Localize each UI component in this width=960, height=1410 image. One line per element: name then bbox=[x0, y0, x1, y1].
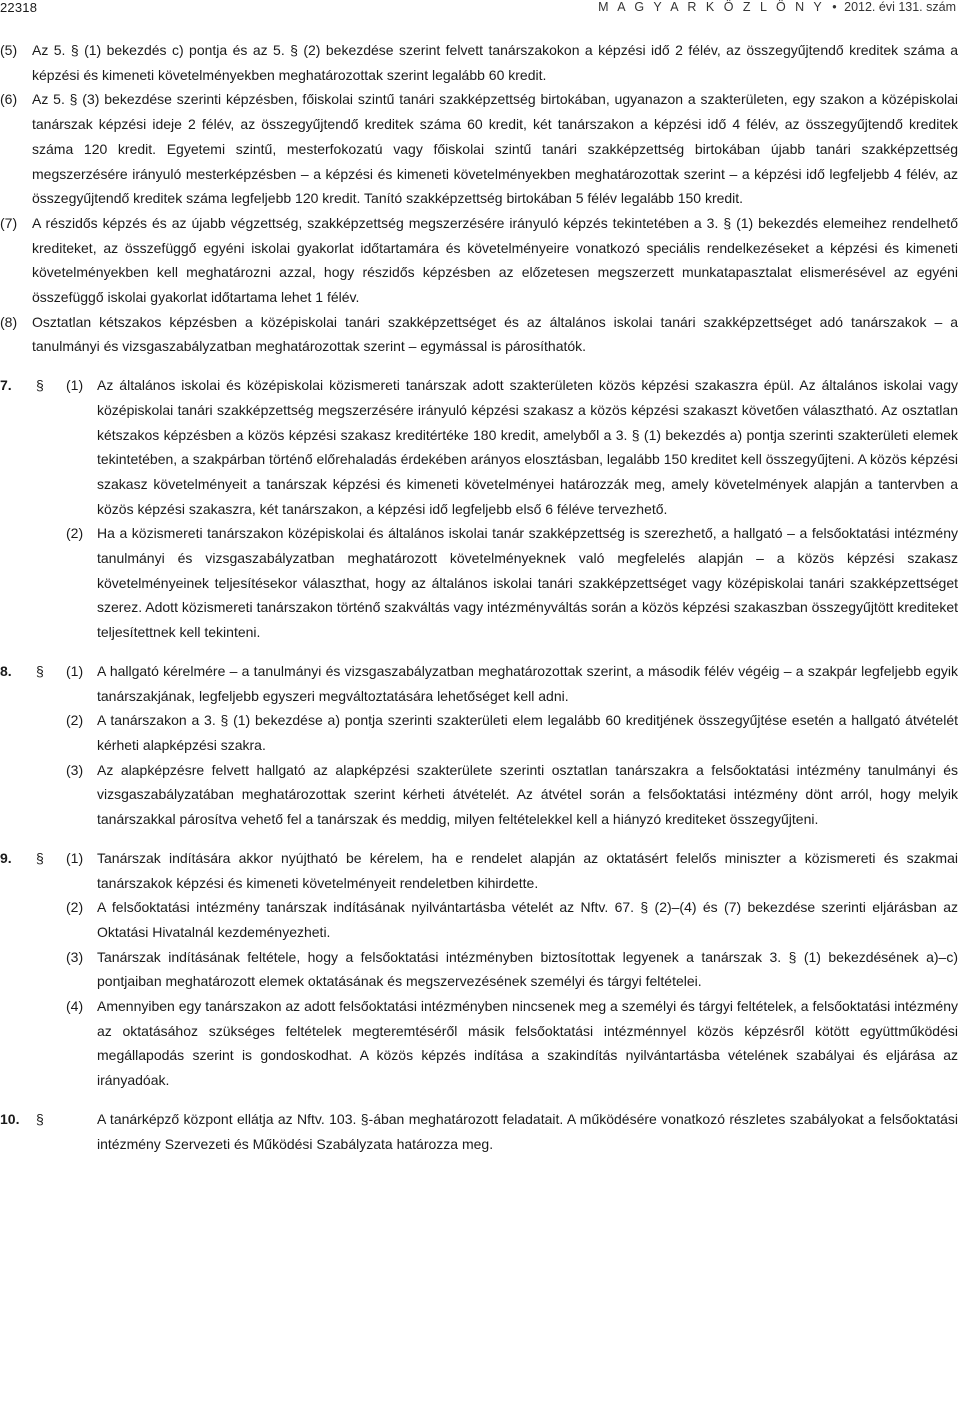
paragraph-text: A hallgató kérelmére – a tanulmányi és vizsgaszabályzatban meghatározottak szerint, a második félév végéig – a szakpár legfeljebb egyik tanárszakjának, legfeljebb egyszeri megváltoztatására lehetőséget kell adni. bbox=[97, 662, 958, 704]
paragraph-text: Az 5. § (3) bekezdése szerinti képzésben, főiskolai szintű tanári szakképzettség birtokában, ugyanazon a szakterületen, egy szakon a középiskolai tanárszak képzési ideje 2 félév, az összegyűjtendő kreditek száma 60 kredit, két tanárszakon a képzési idő 4 félév, az összegyűjtendő kreditek száma 120 kredit. Egyetemi szintű, mesterfokozatú vagy főiskolai szintű tanári szakképzettség birtokában újabb tanári szakképzettség megszerzésére irányuló mesterképzésben – a képzési és kimeneti követelményekben meghatározottak szerint – a képzési idő legfeljebb 4 félév, az összegyűjtendő kreditek száma legfeljebb 120 kredit. Tanító szakképzettség birtokában 5 félév legalább 150 kredit. bbox=[32, 91, 958, 207]
section-number: 8. bbox=[0, 662, 12, 679]
paragraph-number: (8) bbox=[0, 313, 18, 330]
paragraph-number: (1) bbox=[66, 377, 84, 394]
paragraph bbox=[66, 521, 958, 645]
paragraph-text: Amennyiben egy tanárszakon az adott felsőoktatási intézményben nincsenek meg a személyi és tárgyi feltételek, a felsőoktatási intézmény az oktatásához szükséges feltételek megteremtéséről másik felsőoktatási intézménnyel közös képzésről kötött együttműködési megállapodás szerint is gondoskodhat. A közös képzés indítása a szakindítás nyilvántartásba vételének szabályai és eljárása az irányadóak. bbox=[97, 998, 958, 1089]
paragraph-number: (2) bbox=[66, 712, 84, 729]
paragraph-text: Az 5. § (1) bekezdés c) pontja és az 5. § (2) bekezdése szerint felvett tanárszakokon a képzési idő 2 félév, az összegyűjtendő kreditek száma a képzési és kimeneti követelményekben meghatározottak szerint legalább 60 kredit. bbox=[32, 42, 958, 83]
paragraph-text: A tanárképző központ ellátja az Nftv. 103. §-ában meghatározott feladatait. A működésére vonatkozó részletes szabályokat a felsőoktatási intézmény Szervezeti és Működési Szabályzata határozza meg. bbox=[97, 1110, 958, 1152]
paragraph-number: (3) bbox=[66, 948, 84, 965]
paragraph-text: A felsőoktatási intézmény tanárszak indításának nyilvántartásba vételét az Nftv. 67. § (2)–(4) és (7) bekezdése szerinti eljárásban az Oktatási Hivatalnál kezdeményezheti. bbox=[97, 899, 958, 940]
section-number: 10. bbox=[0, 1110, 20, 1127]
paragraph-number: (6) bbox=[0, 91, 18, 108]
issue-label: 2012. évi 131. szám bbox=[844, 0, 956, 14]
paragraph-number: (3) bbox=[66, 761, 84, 778]
paragraph-number: (1) bbox=[66, 849, 84, 866]
section-number: 7. bbox=[0, 377, 12, 394]
paragraph-text: Tanárszak indítására akkor nyújtható be kérelem, ha e rendelet alapján az oktatásért felelős miniszter a közismereti és szakmai tanárszakok képzési és kimeneti követelményeit rendeletben kihirdette. bbox=[97, 849, 958, 891]
paragraph-number: (1) bbox=[66, 662, 84, 679]
paragraph bbox=[0, 38, 958, 87]
section-sign: § bbox=[36, 662, 44, 679]
paragraph bbox=[66, 1107, 958, 1156]
paragraph-text: A részidős képzés és az újabb végzettség, szakképzettség megszerzésére irányuló képzés tekintetében a 3. § (1) bekezdés elemeihez rendelhető krediteket, az összefüggő egyéni iskolai gyakorlat időtartamára és követelményeire vonatkozó speciális rendelkezéseket a képzési és kimeneti követelményekben kell meghatározni azzal, hogy részidős képzésben az előzetesen megszerzett munkatapasztalat elismerésével az egyéni összefüggő iskolai gyakorlat időtartama lehet 1 félév. bbox=[32, 214, 958, 306]
section-sign: § bbox=[36, 377, 44, 394]
paragraph-text: A tanárszakon a 3. § (1) bekezdése a) pontja szerinti szakterületi elem legalább 60 kreditjének összegyűjtése esetén a hallgató átvételét kérheti alapképzési szakra. bbox=[97, 712, 958, 753]
section-8 bbox=[0, 659, 958, 832]
section-9 bbox=[0, 846, 958, 1093]
paragraph-text: Az alapképzésre felvett hallgató az alapképzési szakterülete szerinti osztatlan tanárszakra a felsőoktatási intézmény tanulmányi és vizsgaszabályzatában meghatározottak szerint kérheti átvételét. Az átvétel során a felsőoktatási intézmény dönt arról, hogy melyik tanárszakkal párosítva vehető fel a tanárszak és meddig, milyen feltételekkel kell a hiányzó krediteket összegyűjteni. bbox=[97, 761, 958, 828]
section-sign: § bbox=[36, 1110, 44, 1127]
paragraph bbox=[66, 758, 958, 832]
paragraph-text: Tanárszak indításának feltétele, hogy a felsőoktatási intézményben biztosítottak legyenek a tanárszak 3. § (1) bekezdésének a)–c) pontjaiban meghatározott elemek oktatásának és megszervezésének személyi és tárgyi feltételei. bbox=[97, 948, 958, 990]
paragraph-text: Az általános iskolai és középiskolai közismereti tanárszak adott szakterületen közös képzési szakaszra épül. Az általános iskolai vagy középiskolai tanári szakképzettség megszerzésére irányuló képzési szakasz a közös képzési szakaszt követően választható. Az osztatlan kétszakos képzésben a közös képzési szakasz kreditértéke 180 kredit, amelyből a 3. § (1) bekezdés a) pontja szerinti szakterületi elemek tekintetében, a szakpárban történő előrehaladás érdekében arányos elosztásban, legalább 150 kreditet kell összegyűjteni. A közös képzési szakasz követelményeit a tanárszak képzési és kimeneti követelményei határozzák meg, amely követelmények alapján a tantervben a közös képzési szakaszra, két tanárszakon, a képzési idő legfeljebb első 6 féléve tervezhető. bbox=[97, 377, 958, 517]
paragraph-number: (5) bbox=[0, 42, 18, 58]
section-number: 9. bbox=[0, 849, 12, 866]
continued-section bbox=[0, 38, 958, 359]
running-head bbox=[598, 0, 956, 14]
section-10 bbox=[0, 1107, 958, 1156]
section-7 bbox=[0, 373, 958, 645]
paragraph-number: (2) bbox=[66, 899, 84, 916]
paragraph bbox=[66, 895, 958, 944]
paragraph-number: (7) bbox=[0, 214, 18, 231]
paragraph bbox=[0, 87, 958, 211]
paragraph bbox=[66, 945, 958, 994]
paragraph bbox=[0, 211, 958, 310]
paragraph bbox=[66, 373, 958, 521]
paragraph bbox=[66, 846, 958, 895]
paragraph-number: (2) bbox=[66, 525, 84, 542]
page-header bbox=[0, 0, 960, 18]
journal-name: M A G Y A R K Ö Z L Ö N Y bbox=[598, 0, 825, 14]
paragraph-number bbox=[66, 1107, 97, 1156]
paragraph-text: Ha a közismereti tanárszakon középiskolai és általános iskolai tanár szakképzettség is szerezhető, a hallgató – a felsőoktatási intézmény tanulmányi és vizsgaszabályzatban meghatározott követelményeknek való megfelelés alapján – a közös képzési szakasz követelményeinek teljesítésekor választhat, hogy az általános iskolai tanári szakképzettséget vagy középiskolai tanári szakképzettséget szerez. Adott közismereti tanárszakon történő szakváltás vagy intézményváltás során a közös képzési szakaszban összegyűjtött krediteket teljesítettnek kell tekinteni. bbox=[97, 525, 958, 641]
document-body bbox=[0, 38, 958, 1156]
header-bullet: • bbox=[832, 0, 837, 14]
section-sign: § bbox=[36, 849, 44, 866]
paragraph-text: Osztatlan kétszakos képzésben a középiskolai tanári szakképzettséget és az általános iskolai tanári szakképzettséget adó tanárszakok – a tanulmányi és vizsgaszabályzatban meghatározottak szerint – egymással is párosíthatók. bbox=[32, 313, 958, 355]
paragraph bbox=[66, 994, 958, 1093]
page-number: 22318 bbox=[0, 0, 38, 15]
paragraph-number: (4) bbox=[66, 998, 84, 1015]
paragraph bbox=[66, 708, 958, 757]
paragraph bbox=[0, 310, 958, 359]
paragraph bbox=[66, 659, 958, 708]
